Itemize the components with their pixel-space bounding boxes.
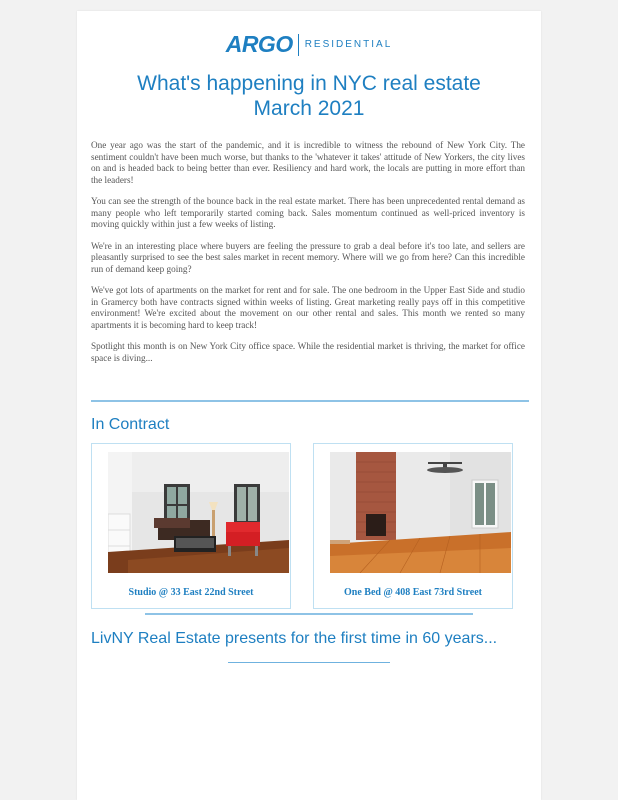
one-bedroom-apartment-photo[interactable] [330, 452, 511, 573]
newsletter-page [77, 11, 541, 800]
section-divider [91, 400, 529, 402]
argo-residential-logo[interactable] [77, 31, 541, 58]
listing-card-studio[interactable] [91, 443, 291, 609]
promo-divider [228, 662, 390, 663]
section-divider-short [145, 613, 473, 615]
newsletter-body [91, 140, 525, 374]
logo-subtitle: RESIDENTIAL [304, 39, 393, 50]
listing-caption-one-bed[interactable]: One Bed @ 408 East 73rd Street [344, 587, 482, 598]
logo-brand: ARGO [225, 31, 293, 57]
paragraph-4: We've got lots of apartments on the market for rent and for sale. The one bedroom in the Upper East Side and studio in Gramercy both have contracts signed within weeks of listing. Great marketing really pays off in this competitive environment! We're excited about the movement on our other rental and sales. This month we rented so many apartments it is becoming hard to keep track! [91, 285, 525, 330]
logo-divider [298, 34, 299, 56]
paragraph-5: Spotlight this month is on New York City office space. While the residential market is thriving, the market for office space is diving... [91, 341, 525, 363]
listing-card-one-bed[interactable] [313, 443, 513, 609]
paragraph-3: We're in an interesting place where buyers are feeling the pressure to grab a deal before it's too late, and sellers are pleasantly surprised to see the best sales market in recent memory. Where will we go from here? Can this incredible run of demand keep going? [91, 240, 525, 274]
paragraph-2: You can see the strength of the bounce back in the real estate market. There has been unprecedented rental demand as many people who left temporarily started coming back. Sales momentum continued as well-priced inventory is moving quickly within just a few weeks of listing. [91, 196, 525, 229]
title-line-1: What's happening in NYC real estate [137, 72, 481, 95]
promo-heading: LivNY Real Estate presents for the first time in 60 years... [91, 630, 498, 647]
in-contract-heading: In Contract [91, 416, 170, 433]
paragraph-1: One year ago was the start of the pandemic, and it is incredible to witness the rebound of New York City. The sentiment couldn't have been much worse, but thanks to the 'whatever it takes' attitude of New Yorkers, the city lives on and is headed back to being better than ever. Resiliency and hard work, the locals are putting in more effort than the leaders! [91, 140, 525, 185]
studio-apartment-photo[interactable] [108, 452, 289, 573]
listing-caption-studio[interactable]: Studio @ 33 East 22nd Street [128, 587, 254, 598]
newsletter-title [77, 71, 541, 121]
title-line-2: March 2021 [253, 97, 365, 120]
